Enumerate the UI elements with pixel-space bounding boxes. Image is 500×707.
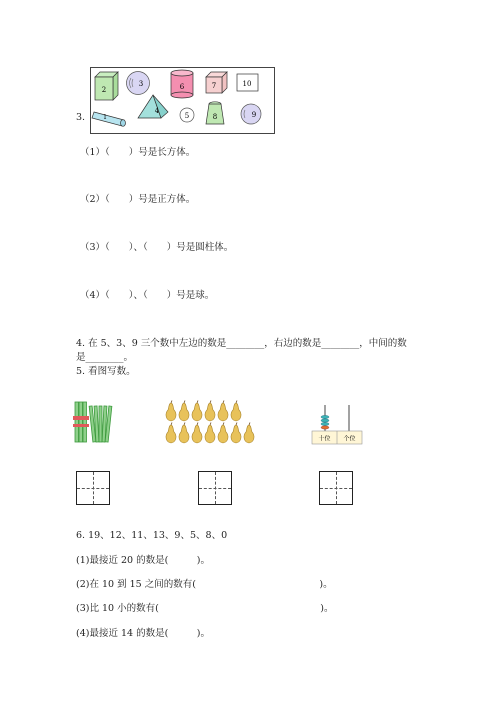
cuboid-shape-10	[237, 74, 258, 91]
shapes-figure	[90, 67, 275, 134]
sphere-shape-9	[241, 104, 261, 124]
cube-shape-7	[206, 72, 227, 93]
answer-grid-3[interactable]	[319, 471, 353, 505]
shape-label-6: 6	[179, 83, 185, 91]
shape-label-10: 10	[242, 80, 252, 88]
shape-label-3: 3	[138, 80, 144, 88]
cylinder-shape-6	[171, 70, 193, 98]
q6-item-4: (4)最接近 14 的数是( )。	[76, 628, 210, 639]
cuboid-shape-2	[95, 72, 118, 100]
q3-line-1: （1）（ ）号是长方体。	[80, 147, 196, 158]
abacus-picture	[312, 403, 362, 447]
shape-label-1: 1	[103, 114, 107, 121]
sticks-picture	[72, 398, 118, 446]
q4-line-1: 4. 在 5、3、9 三个数中左边的数是________，右边的数是________，中间的数	[76, 338, 407, 349]
frustum-shape-8	[206, 102, 224, 124]
answer-grid-1[interactable]	[76, 471, 110, 505]
q6-title: 6. 19、12、11、13、9、5、8、0	[76, 530, 228, 541]
shape-label-4: 4	[154, 107, 160, 115]
shape-label-8: 8	[212, 113, 218, 121]
answer-grid-2[interactable]	[198, 471, 232, 505]
q6-item-2: (2)在 10 到 15 之间的数有( )。	[76, 579, 333, 590]
q6-item-1: (1)最接近 20 的数是( )。	[76, 555, 210, 566]
sphere-shape-3	[127, 72, 150, 95]
shapes-drawing	[91, 68, 274, 133]
q3-line-4: （4）（ ）、（ ）号是球。	[80, 290, 215, 301]
abacus-tens-label: 十位	[318, 435, 331, 443]
shape-label-7: 7	[211, 82, 217, 90]
q3-line-3: （3）（ ）、（ ）号是圆柱体。	[80, 242, 234, 253]
circle-shape-5	[180, 108, 194, 122]
shape-label-5: 5	[184, 112, 190, 120]
question-3-number: 3.	[76, 112, 86, 123]
q5-title: 5. 看图写数。	[76, 366, 136, 377]
q4-line-2: 是________。	[76, 352, 134, 363]
shape-label-2: 2	[101, 86, 107, 94]
pears-picture	[165, 400, 261, 446]
cylinder-shape-1	[92, 112, 126, 126]
pyramid-shape-4	[138, 95, 168, 118]
shape-label-9: 9	[251, 111, 257, 119]
abacus-ones-label: 个位	[343, 435, 356, 443]
q3-line-2: （2）（ ）号是正方体。	[80, 194, 196, 205]
q6-item-3: (3)比 10 小的数有( )。	[76, 603, 334, 614]
